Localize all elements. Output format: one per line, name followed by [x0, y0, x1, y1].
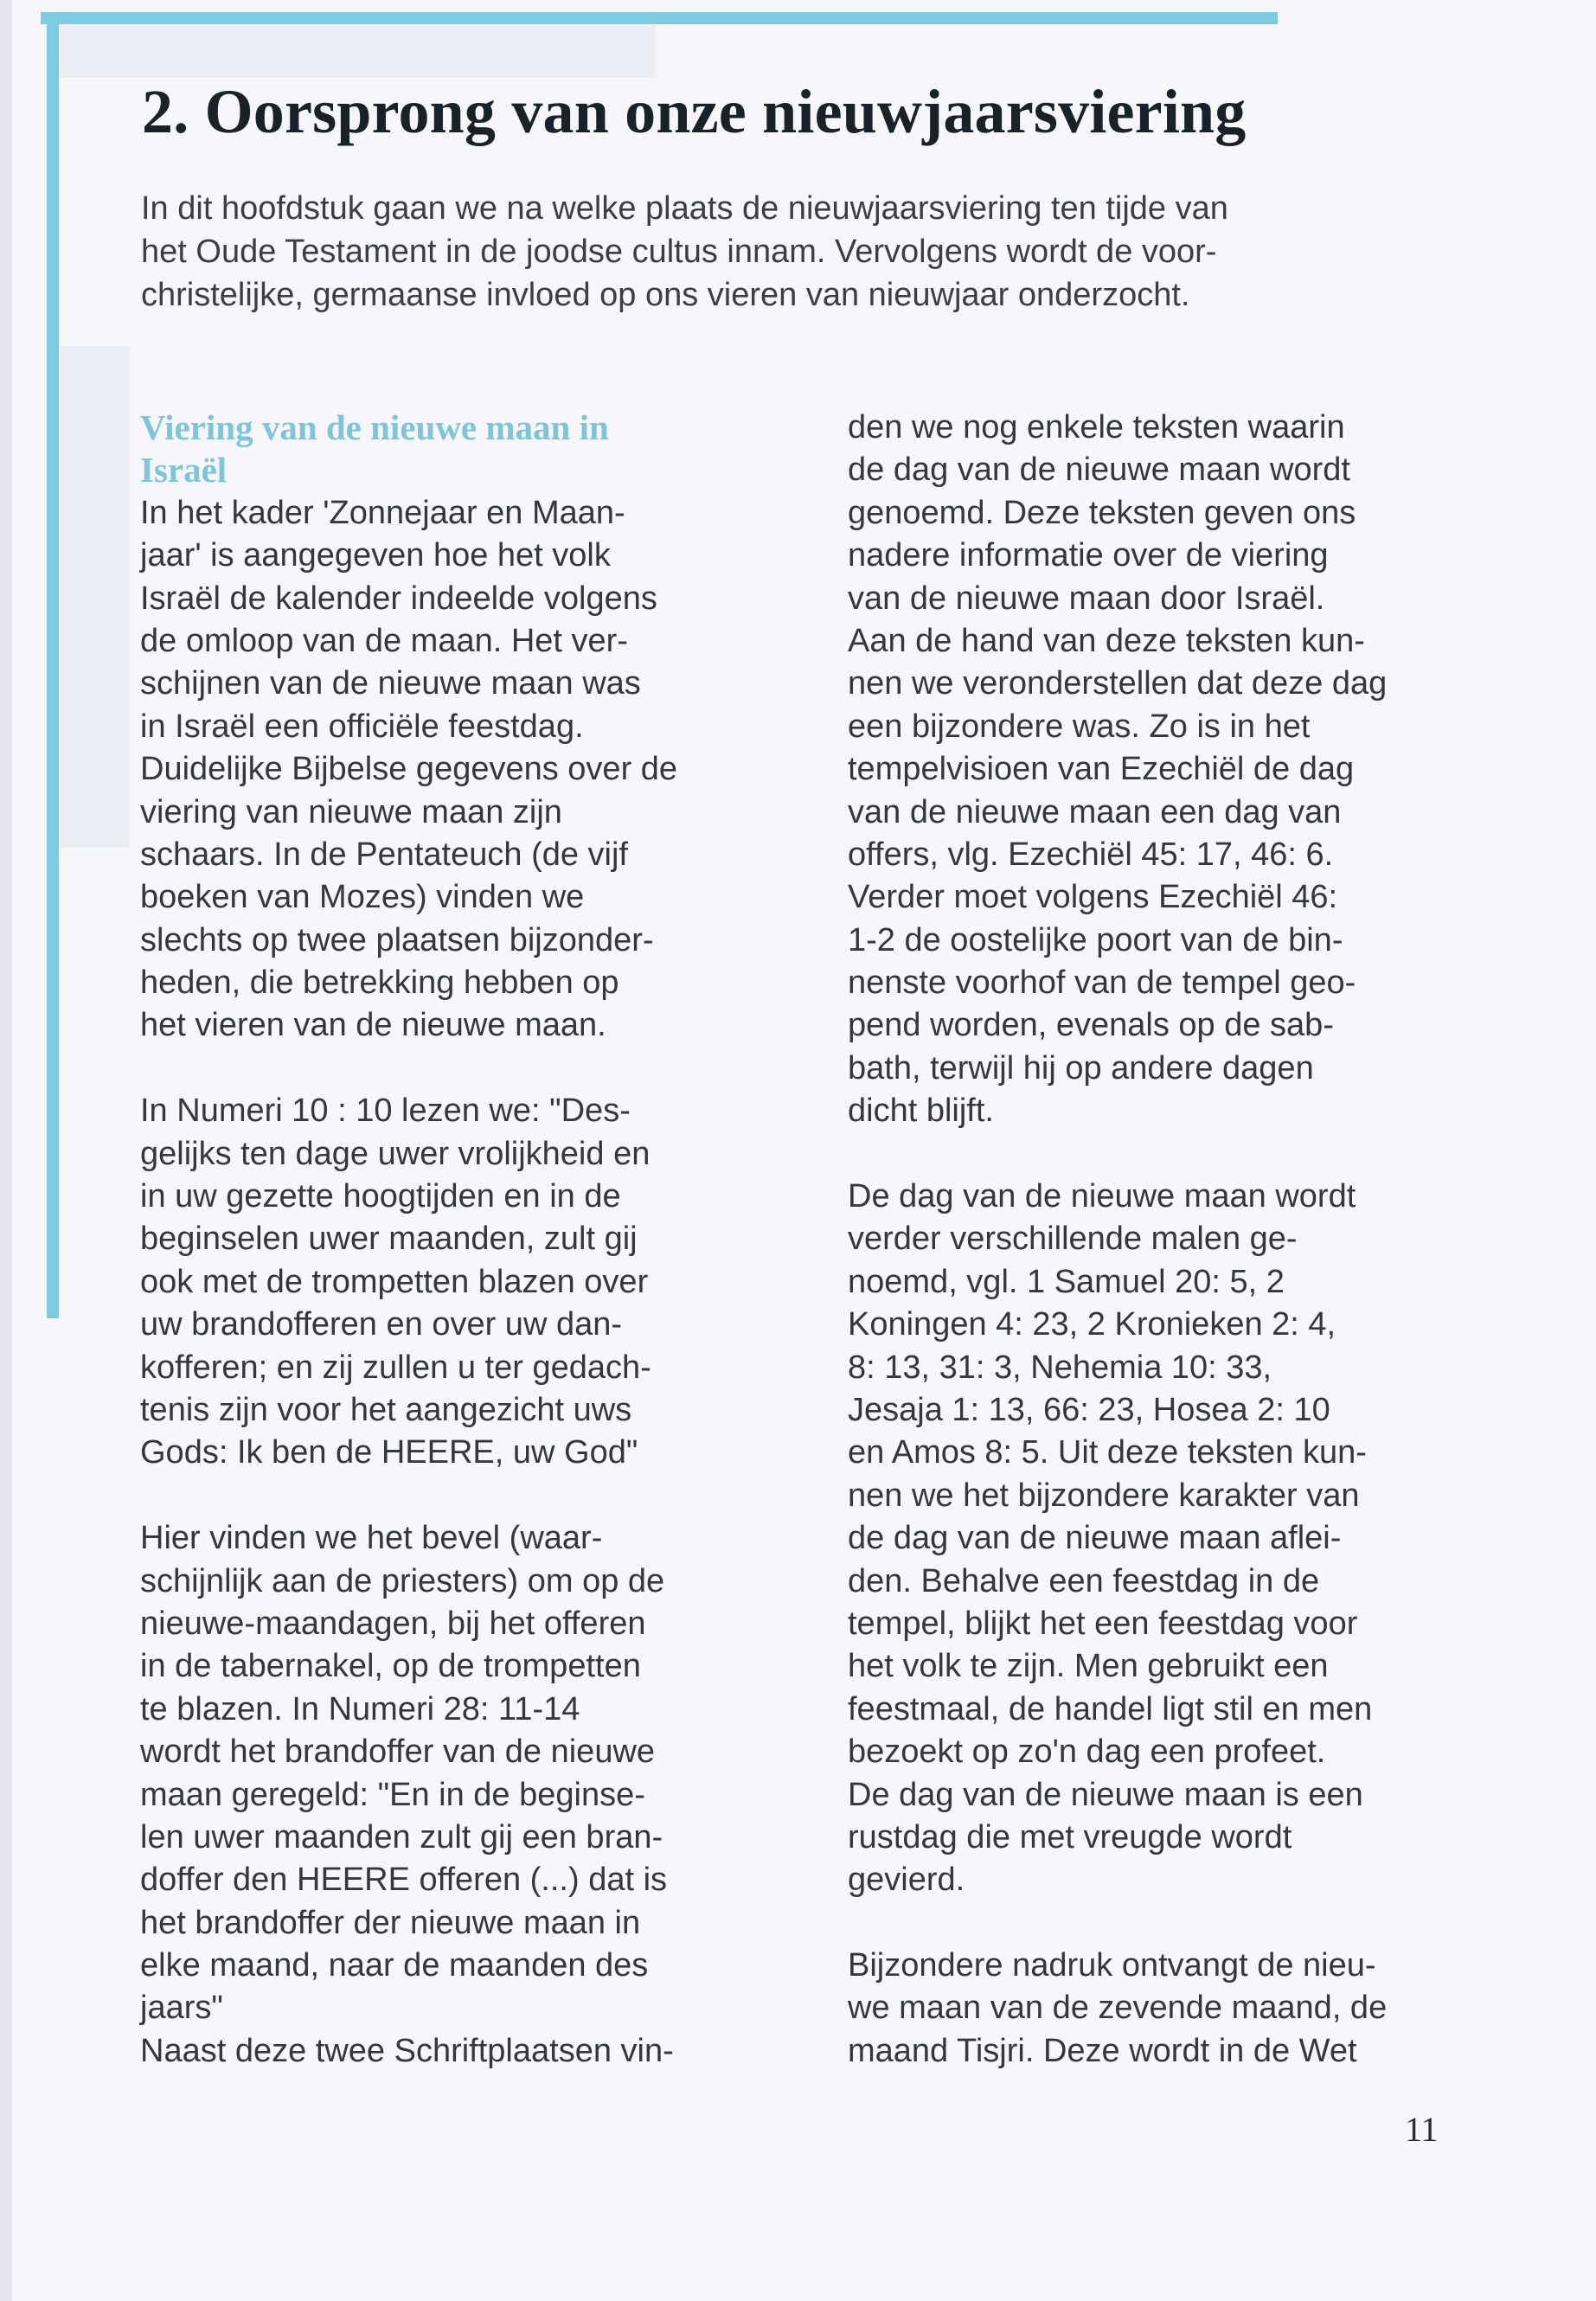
text-line: verder verschillende malen ge- [848, 1221, 1298, 1258]
top-accent-bar [41, 12, 1278, 24]
text-line: het brandoffer der nieuwe maan in [140, 1904, 641, 1941]
text-line: offers, vlg. Ezechiël 45: 17, 46: 6. [848, 836, 1334, 873]
text-line: jaar' is aangegeven hoe het volk [140, 537, 611, 574]
background-shade [59, 346, 130, 848]
text-line: in de tabernakel, op de trompetten [140, 1648, 641, 1685]
text-line: den we nog enkele teksten waarin [848, 409, 1345, 445]
paragraph [140, 492, 798, 1048]
chapter-title: 2. Oorsprong van onze nieuwjaarsviering [142, 77, 1247, 146]
text-line: nen we veronderstellen dat deze dag [848, 665, 1388, 702]
text-line: tenis zijn voor het aangezicht uws [140, 1391, 632, 1428]
paragraph-gap [848, 1133, 1488, 1176]
text-line: viering van nieuwe maan zijn [140, 793, 562, 830]
text-line: en Amos 8: 5. Uit deze teksten kun- [848, 1434, 1367, 1471]
text-line: nieuwe-maandagen, bij het offeren [140, 1605, 646, 1642]
text-line: de dag van de nieuwe maan wordt [848, 452, 1350, 489]
text-line: Verder moet volgens Ezechiël 46: [848, 879, 1338, 916]
text-line: Hier vinden we het bevel (waar- [140, 1520, 603, 1557]
text-line: de omloop van de maan. Het ver- [140, 622, 628, 659]
text-line: boeken van Mozes) vinden we [140, 879, 585, 916]
text-line: wordt het brandoffer van de nieuwe [140, 1734, 656, 1771]
right-column [848, 407, 1488, 2073]
text-line: Duidelijke Bijbelse gegevens over de [140, 751, 678, 788]
book-page [12, 0, 1596, 2301]
paragraph [848, 1176, 1488, 1902]
text-line: gevierd. [848, 1862, 965, 1899]
text-line: te blazen. In Numeri 28: 11-14 [140, 1690, 580, 1727]
section-heading: Israël [140, 450, 228, 490]
text-line: feestmaal, de handel ligt stil en men [848, 1690, 1373, 1727]
text-line: genoemd. Deze teksten geven ons [848, 494, 1356, 531]
text-line: uw brandofferen en over uw dan- [140, 1306, 622, 1343]
text-line: 1-2 de oostelijke poort van de bin- [848, 921, 1343, 958]
text-line: Bijzondere nadruk ontvangt de nieu- [848, 1947, 1376, 1984]
text-line: schijnlijk aan de priesters) om op de [140, 1562, 665, 1599]
text-line: In Numeri 10 : 10 lezen we: "Des- [140, 1093, 631, 1130]
left-accent-bar [47, 12, 59, 1318]
text-line: nenste voorhof van de tempel geo- [848, 965, 1356, 1002]
text-line: in uw gezette hoogtijden en in de [140, 1178, 621, 1215]
text-line: het vieren van de nieuwe maan. [140, 1007, 606, 1044]
text-line: kofferen; en zij zullen u ter gedach- [140, 1349, 651, 1386]
text-line: rustdag die met vreugde wordt [848, 1818, 1292, 1856]
text-line: pend worden, evenals op de sab- [848, 1007, 1334, 1044]
text-line: van de nieuwe maan door Israël. [848, 580, 1325, 617]
text-line: De dag van de nieuwe maan wordt [848, 1178, 1356, 1215]
text-line: doffer den HEERE offeren (...) dat is [140, 1862, 668, 1899]
text-line: Jesaja 1: 13, 66: 23, Hosea 2: 10 [848, 1391, 1330, 1428]
paragraph-gap [848, 1902, 1488, 1945]
text-line: slechts op twee plaatsen bijzonder- [140, 921, 654, 958]
text-line: het volk te zijn. Men gebruikt een [848, 1648, 1329, 1685]
chapter-intro [141, 187, 1456, 317]
text-line: len uwer maanden zult gij een bran- [140, 1818, 663, 1856]
paragraph-gap [140, 1475, 798, 1517]
text-line: bezoekt op zo'n dag een profeet. [848, 1734, 1326, 1771]
text-line: bath, terwijl hij op andere dagen [848, 1049, 1314, 1086]
text-line: noemd, vgl. 1 Samuel 20: 5, 2 [848, 1263, 1285, 1300]
right-column-body [848, 407, 1488, 2073]
text-line: maan geregeld: "En in de beginse- [140, 1776, 645, 1813]
page-number: 11 [1405, 2110, 1439, 2149]
paragraph [140, 1090, 798, 1475]
text-line: Gods: Ik ben de HEERE, uw God" [140, 1434, 638, 1471]
text-line: schijnen van de nieuwe maan was [140, 665, 641, 702]
text-line: Koningen 4: 23, 2 Kronieken 2: 4, [848, 1306, 1336, 1343]
text-line: de dag van de nieuwe maan aflei- [848, 1520, 1342, 1557]
text-line: heden, die betrekking hebben op [140, 965, 619, 1002]
text-line: ook met de trompetten blazen over [140, 1263, 649, 1300]
paragraph [140, 1517, 798, 2073]
text-line: schaars. In de Pentateuch (de vijf [140, 836, 628, 873]
section-heading: Viering van de nieuwe maan in [140, 407, 609, 447]
text-line: beginselen uwer maanden, zult gij [140, 1221, 638, 1258]
text-line: maand Tisjri. Deze wordt in de Wet [848, 2032, 1357, 2069]
text-line: Aan de hand van deze teksten kun- [848, 622, 1365, 659]
intro-line: het Oude Testament in de joodse cultus innam. Vervolgens wordt de voor- [141, 234, 1217, 270]
text-line: 8: 13, 31: 3, Nehemia 10: 33, [848, 1349, 1272, 1386]
paragraph-gap [140, 1048, 798, 1090]
left-column-body [140, 492, 798, 2073]
left-column [140, 407, 798, 2073]
text-line: dicht blijft. [848, 1093, 994, 1130]
text-line: we maan van de zevende maand, de [848, 1990, 1388, 2027]
intro-line: In dit hoofdstuk gaan we na welke plaats de nieuwjaarsviering ten tijde van [141, 190, 1228, 227]
paragraph [848, 1945, 1488, 2073]
text-line: nen we het bijzondere karakter van [848, 1477, 1360, 1514]
background-shade [59, 24, 656, 78]
text-line: gelijks ten dage uwer vrolijkheid en [140, 1135, 651, 1172]
text-line: elke maand, naar de maanden des [140, 1947, 649, 1984]
text-line: Naast deze twee Schriftplaatsen vin- [140, 2032, 674, 2069]
paragraph [848, 407, 1488, 1133]
text-line: den. Behalve een feestdag in de [848, 1562, 1320, 1599]
text-line: jaars" [140, 1990, 223, 2027]
text-line: tempelvisioen van Ezechiël de dag [848, 751, 1355, 788]
text-line: tempel, blijkt het een feestdag voor [848, 1605, 1358, 1642]
text-line: in Israël een officiële feestdag. [140, 708, 584, 745]
text-line: Israël de kalender indeelde volgens [140, 580, 657, 617]
text-line: De dag van de nieuwe maan is een [848, 1776, 1363, 1813]
text-line: van de nieuwe maan een dag van [848, 793, 1342, 830]
text-line: nadere informatie over de viering [848, 537, 1329, 574]
text-line: In het kader 'Zonnejaar en Maan- [140, 494, 625, 531]
text-line: een bijzondere was. Zo is in het [848, 708, 1311, 745]
intro-line: christelijke, germaanse invloed op ons vieren van nieuwjaar onderzocht. [141, 277, 1190, 313]
